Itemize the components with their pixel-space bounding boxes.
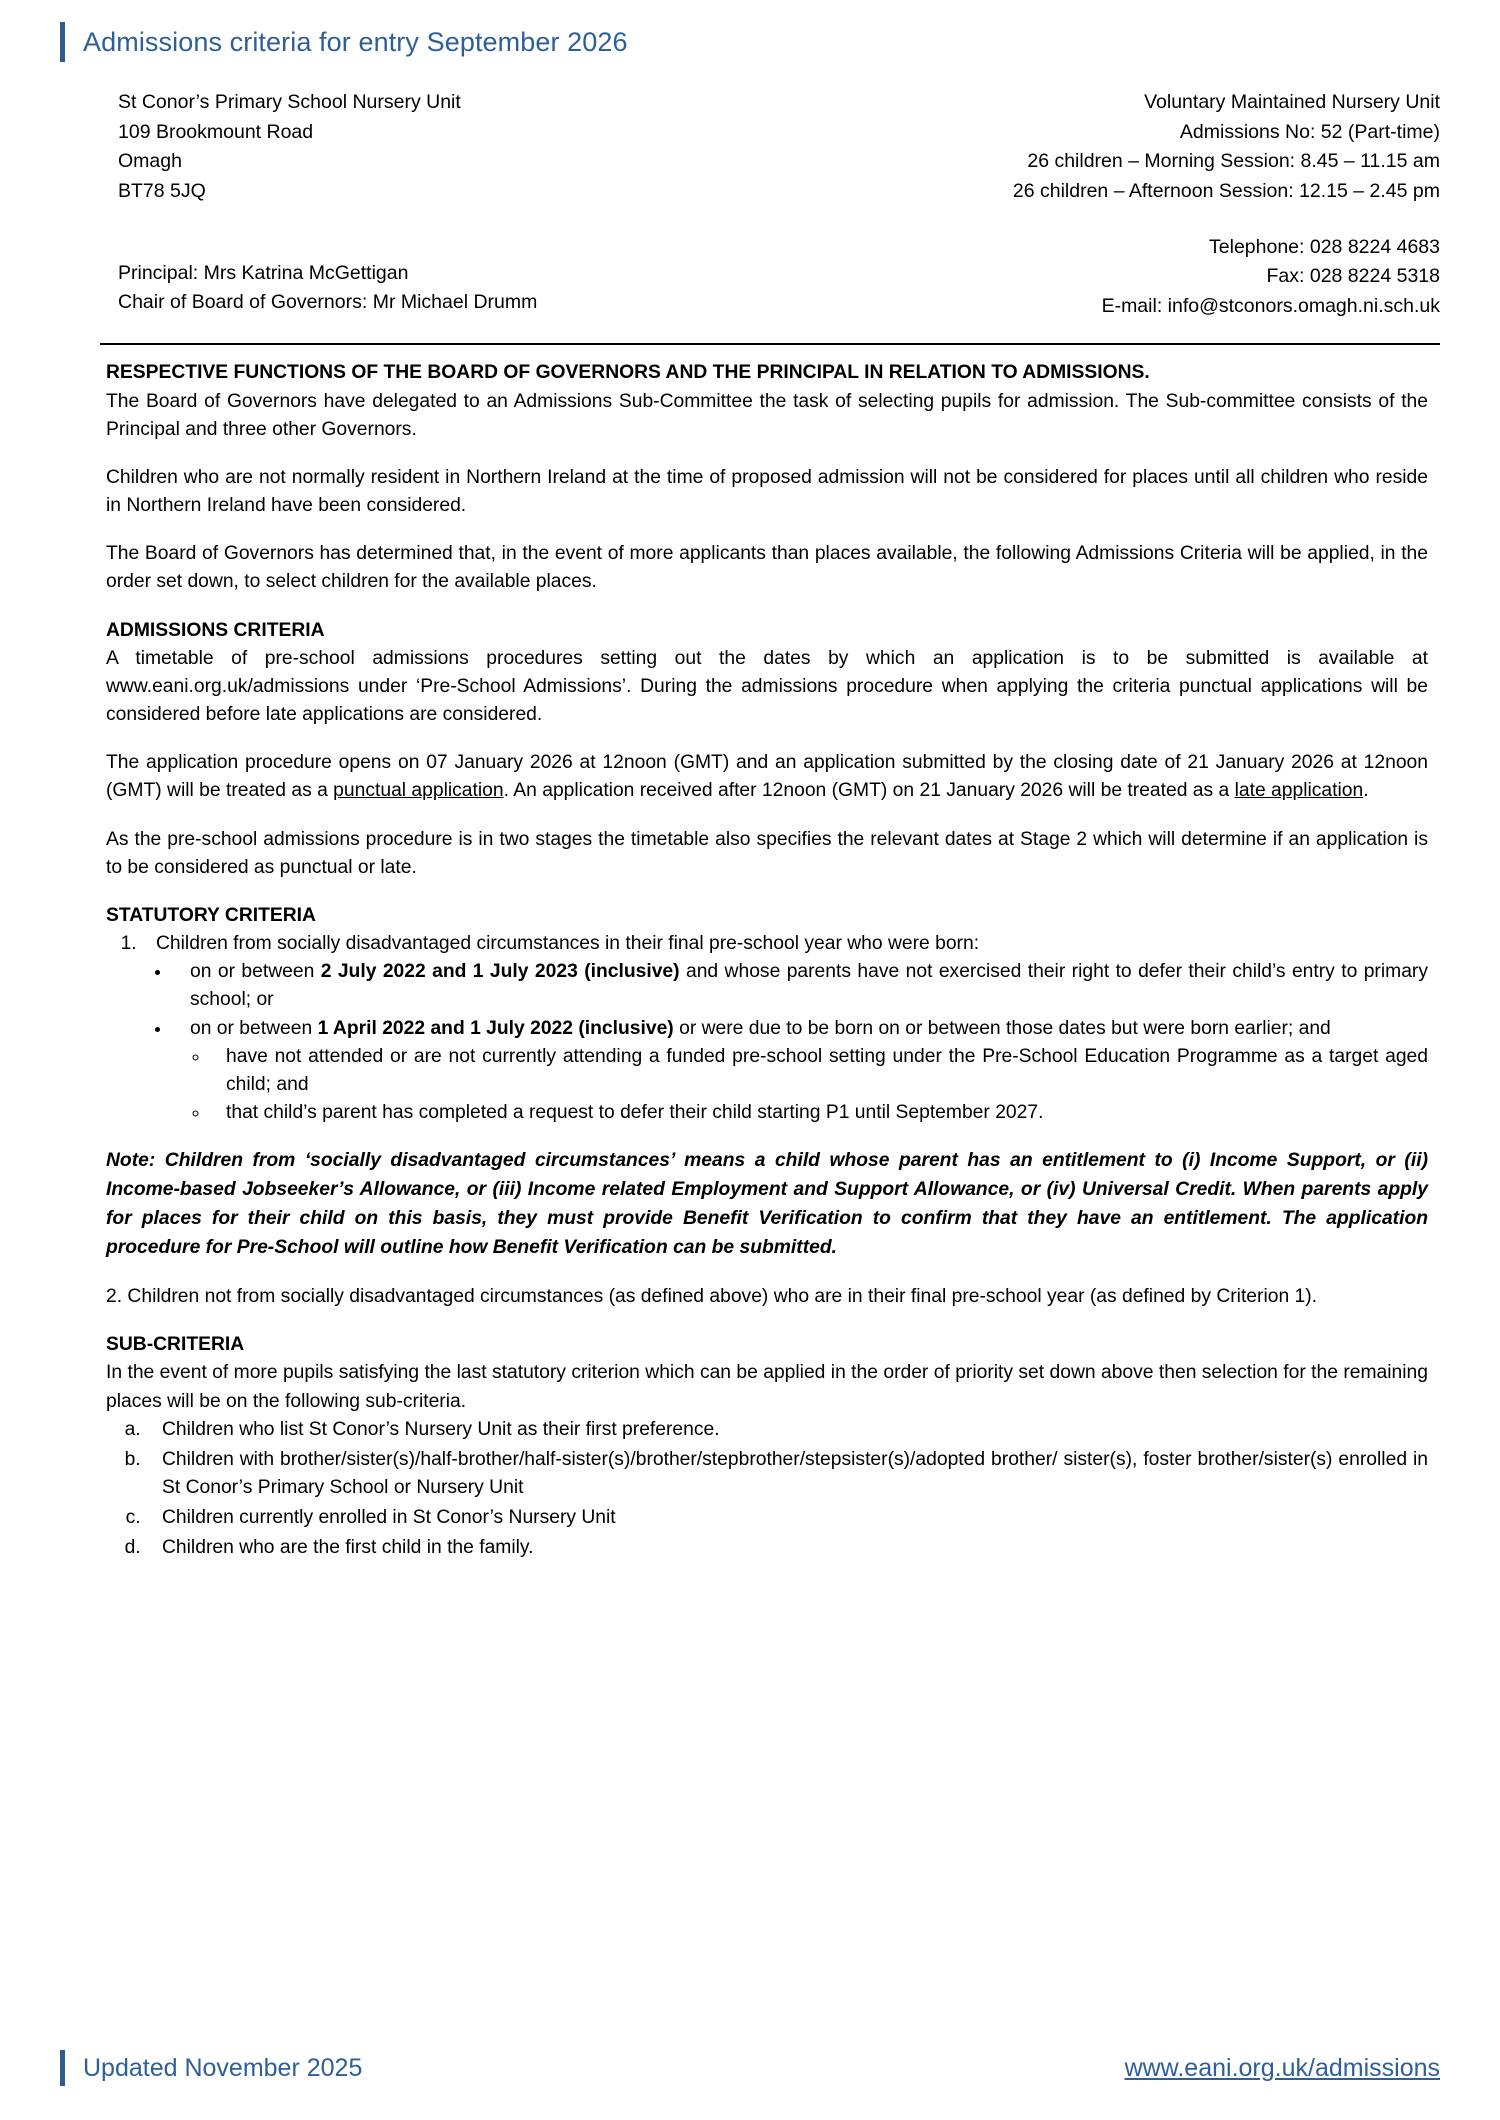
staff-contacts xyxy=(118,233,537,322)
sub-criteria-list xyxy=(106,1416,1428,1563)
school-status: Voluntary Maintained Nursery Unit xyxy=(1144,91,1440,113)
fax: Fax: 028 8224 5318 xyxy=(1266,265,1440,288)
bullet-1-post: and whose parents have not exercised their right to defer their child’s entry to primary school; or xyxy=(190,961,1428,1011)
statutory-criteria-list xyxy=(106,930,1428,958)
admissions-number: Admissions No: 52 (Part-time) xyxy=(1179,120,1440,143)
list-item xyxy=(172,958,1428,1014)
morning-session: 26 children – Morning Session: 8.45 – 11.15 am xyxy=(1027,150,1440,173)
bullet-1-pre: on or between xyxy=(190,961,321,983)
list-item: ◦ that child’s parent has completed a request to defer their child starting P1 until September 2027. xyxy=(210,1099,1428,1127)
bullet-2-dates: 1 April 2022 and 1 July 2022 (inclusive) xyxy=(317,1017,674,1039)
contact-block xyxy=(0,233,1500,322)
chair-of-governors: Chair of Board of Governors: Mr Michael Drumm xyxy=(118,291,538,314)
contact-details xyxy=(1102,233,1440,322)
procedure-paragraph xyxy=(106,749,1428,805)
two-stages-paragraph: As the pre-school admissions procedure is in two stages the timetable also specifies the relevant dates at Stage 2 which will determine if an application is to be considered as punctual or late. xyxy=(106,828,1428,878)
procedure-text-1: The application procedure opens on 07 January 2026 at 12noon (GMT) and an application submitted by the closing date of 21 January 2026 at 12noon (GMT) will be treated as a xyxy=(106,752,1428,802)
admissions-criteria-heading: ADMISSIONS CRITERIA xyxy=(106,619,325,641)
paragraph-gap xyxy=(106,1311,1428,1331)
list-item xyxy=(142,930,1428,958)
afternoon-session: 26 children – Afternoon Session: 12.15 – 2.45 pm xyxy=(1012,179,1440,202)
criterion-1-sub-bullets xyxy=(106,1043,1428,1128)
paragraph-gap xyxy=(106,729,1428,749)
paragraph-gap xyxy=(106,520,1428,540)
paragraph-gap xyxy=(106,597,1428,617)
criterion-1-bullets xyxy=(106,958,1428,1043)
late-application-term: late application xyxy=(1234,780,1364,802)
functions-paragraph: The Board of Governors have delegated to an Admissions Sub-Committee the task of selecting pupils for admission. The Sub-committee consists of the Principal and three other Governors. xyxy=(106,390,1428,440)
procedure-text-3: . xyxy=(1363,780,1369,802)
list-item: b. Children with brother/sister(s)/half-brother/half-sister(s)/brother/stepbrother/stepsister(s)/adopted brother/ sister(s), foster brother/sister(s) enrolled in St Conor’s Primary School or Nursery Unit xyxy=(146,1446,1428,1502)
list-item: d. Children who are the first child in the family. xyxy=(146,1534,1428,1562)
footer-website-link[interactable]: www.eani.org.uk/admissions xyxy=(1124,2053,1440,2082)
school-details xyxy=(1013,88,1440,207)
timetable-paragraph: A timetable of pre-school admissions procedures setting out the dates by which an application is to be submitted is available at www.eani.org.uk/admissions under ‘Pre-School Admissions’. During the admissions procedure when applying the criteria punctual applications will be considered before late applications are considered. xyxy=(106,647,1428,726)
criterion-1-text: Children from socially disadvantaged circumstances in their final pre-school year who were born: xyxy=(156,933,980,955)
punctual-application-term: punctual application xyxy=(333,780,504,802)
info-spacer xyxy=(0,207,1500,233)
page-title: Admissions criteria for entry September 2026 xyxy=(83,26,628,57)
school-info-block xyxy=(0,72,1500,207)
school-name: St Conor’s Primary School Nursery Unit xyxy=(118,91,461,113)
document-footer xyxy=(0,2050,1500,2086)
paragraph-gap xyxy=(106,1263,1428,1283)
principal-name: Principal: Mrs Katrina McGettigan xyxy=(118,261,409,284)
school-address xyxy=(118,88,461,207)
school-address-line1: 109 Brookmount Road xyxy=(118,120,314,143)
telephone: Telephone: 028 8224 4683 xyxy=(1209,235,1440,258)
determined-paragraph: The Board of Governors has determined that, in the event of more applicants than places available, the following Admissions Criteria will be applied, in the order set down, to select children for the available places. xyxy=(106,543,1428,593)
footer-updated-block xyxy=(60,2050,362,2086)
paragraph-gap xyxy=(106,444,1428,464)
paragraph-gap xyxy=(106,806,1428,826)
sub-criteria-heading: SUB-CRITERIA xyxy=(106,1334,245,1356)
criterion-2-paragraph: 2. Children not from socially disadvantaged circumstances (as defined above) who are in their final pre-school year (as defined by Criterion 1). xyxy=(106,1286,1318,1308)
bullet-1-dates: 2 July 2022 and 1 July 2023 (inclusive) xyxy=(320,961,680,983)
statutory-criteria-heading: STATUTORY CRITERIA xyxy=(106,904,316,926)
paragraph-gap xyxy=(106,882,1428,902)
functions-heading: RESPECTIVE FUNCTIONS OF THE BOARD OF GOVERNORS AND THE PRINCIPAL IN RELATION TO ADMISSIONS. xyxy=(106,362,1150,384)
staff-spacer xyxy=(118,233,537,259)
header-accent-bar xyxy=(60,22,65,62)
paragraph-gap xyxy=(106,1127,1428,1147)
school-address-line2: Omagh xyxy=(118,150,182,173)
list-item: ◦ have not attended or are not currently attending a funded pre-school setting under the Pre-School Education Programme as a target aged child; and xyxy=(210,1043,1428,1099)
socially-disadvantaged-note: Note: Children from ‘socially disadvantaged circumstances’ means a child whose parent has an entitlement to (i) Income Support, or (ii) Income-based Jobseeker’s Allowance, or (iii) Income related Employment and Support Allowance, or (iv) Universal Credit. When parents apply for places for their child on this basis, they must provide Benefit Verification to confirm that they have an entitlement. The application procedure for Pre-School will outline how Benefit Verification can be submitted. xyxy=(106,1150,1428,1259)
school-postcode: BT78 5JQ xyxy=(118,179,206,202)
footer-updated-text: Updated November 2025 xyxy=(83,2053,363,2082)
footer-accent-bar xyxy=(60,2050,65,2086)
procedure-text-2: . An application received after 12noon (GMT) on 21 January 2026 will be treated as a xyxy=(503,780,1235,802)
residency-paragraph: Children who are not normally resident in Northern Ireland at the time of proposed admission will not be considered for places until all children who reside in Northern Ireland have been considered. xyxy=(106,466,1428,517)
bullet-2-pre: on or between xyxy=(190,1017,318,1039)
sub-criteria-intro: In the event of more pupils satisfying the last statutory criterion which can be applied in the order of priority set down above then selection for the remaining places will be on the following sub-criteria. xyxy=(106,1362,1428,1412)
email: E-mail: info@stconors.omagh.ni.sch.uk xyxy=(1101,294,1440,317)
document-body xyxy=(0,345,1500,1562)
list-item xyxy=(172,1015,1428,1043)
list-item: c. Children currently enrolled in St Conor’s Nursery Unit xyxy=(146,1504,1428,1532)
document-header xyxy=(0,0,1500,72)
list-item: a. Children who list St Conor’s Nursery Unit as their first preference. xyxy=(146,1416,1428,1444)
bullet-2-post: or were due to be born on or between those dates but were born earlier; and xyxy=(673,1017,1331,1039)
